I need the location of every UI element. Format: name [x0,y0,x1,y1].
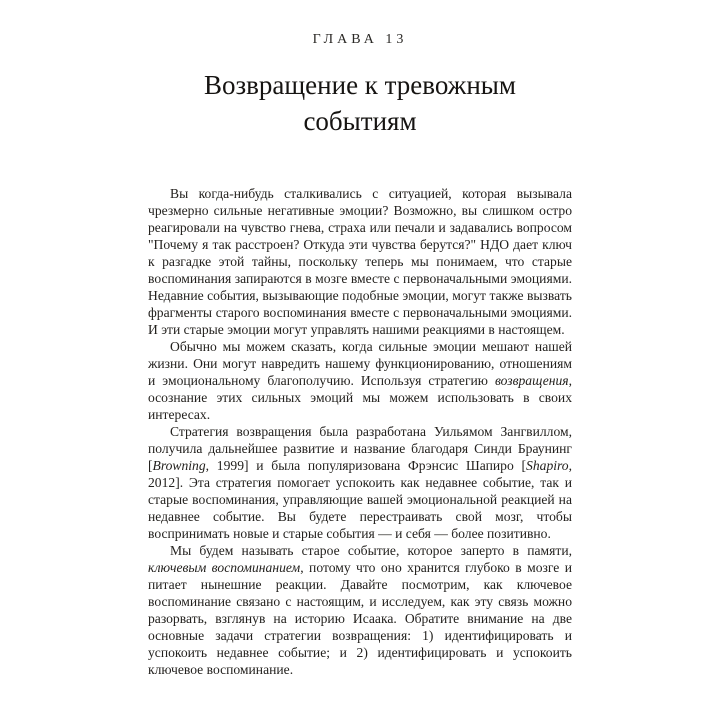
page-title: Возвращение к тревожным событиям [203,70,517,136]
page-content [148,0,572,678]
paragraph: Стратегия возвращения была разработана Уильямом Зангвиллом, получила дальнейшее развитие и название благодаря Синди Браунинг [Browning, 1999] и была популяризована Фрэнсис Шапиро [Shapiro, 2012]. Эта стратегия помогает успокоить как недавнее событие, так и старые воспоминания, управляющие вашей эмоциональной реакцией на недавнее событие. Вы будете перестраивать свой мозг, чтобы воспринимать новые и старые события — и себя — более позитивно. [148,424,572,542]
paragraph: Обычно мы можем сказать, когда сильные эмоции мешают нашей жизни. Они могут навредить нашему функционированию, отношениям и эмоциональному благополучию. Используя стратегию возвращения, осознание этих сильных эмоций мы можем использовать в своих интересах. [148,339,572,423]
paragraph: Мы будем называть старое событие, которое заперто в памяти, ключевым воспоминанием, потому что оно хранится глубоко в мозге и питает нынешние реакции. Давайте посмотрим, как ключевое воспоминание связано с настоящим, и исследуем, как эту связь можно разорвать, взглянув на историю Исаака. Обратите внимание на две основные задачи стратегии возвращения: 1) идентифицировать и успокоить недавнее событие; и 2) идентифицировать и успокоить ключевое воспоминание. [148,543,572,678]
chapter-label: ГЛАВА 13 [312,32,408,47]
body-text [148,185,572,678]
paragraph: Вы когда-нибудь сталкивались с ситуацией, которая вызывала чрезмерно сильные негативные эмоции? Возможно, вы слишком остро реагировали на чувство гнева, страха или печали и задавались вопросом "Почему я так расстроен? Откуда эти чувства берутся?" НДО дает ключ к разгадке этой тайны, поскольку теперь мы понимаем, что старые воспоминания запираются в мозге вместе с первоначальными эмоциями. Недавние события, вызывающие подобные эмоции, могут также вызвать фрагменты старого воспоминания вместе с первоначальными эмоциями. И эти старые эмоции могут управлять нашими реакциями в настоящем. [148,186,572,338]
